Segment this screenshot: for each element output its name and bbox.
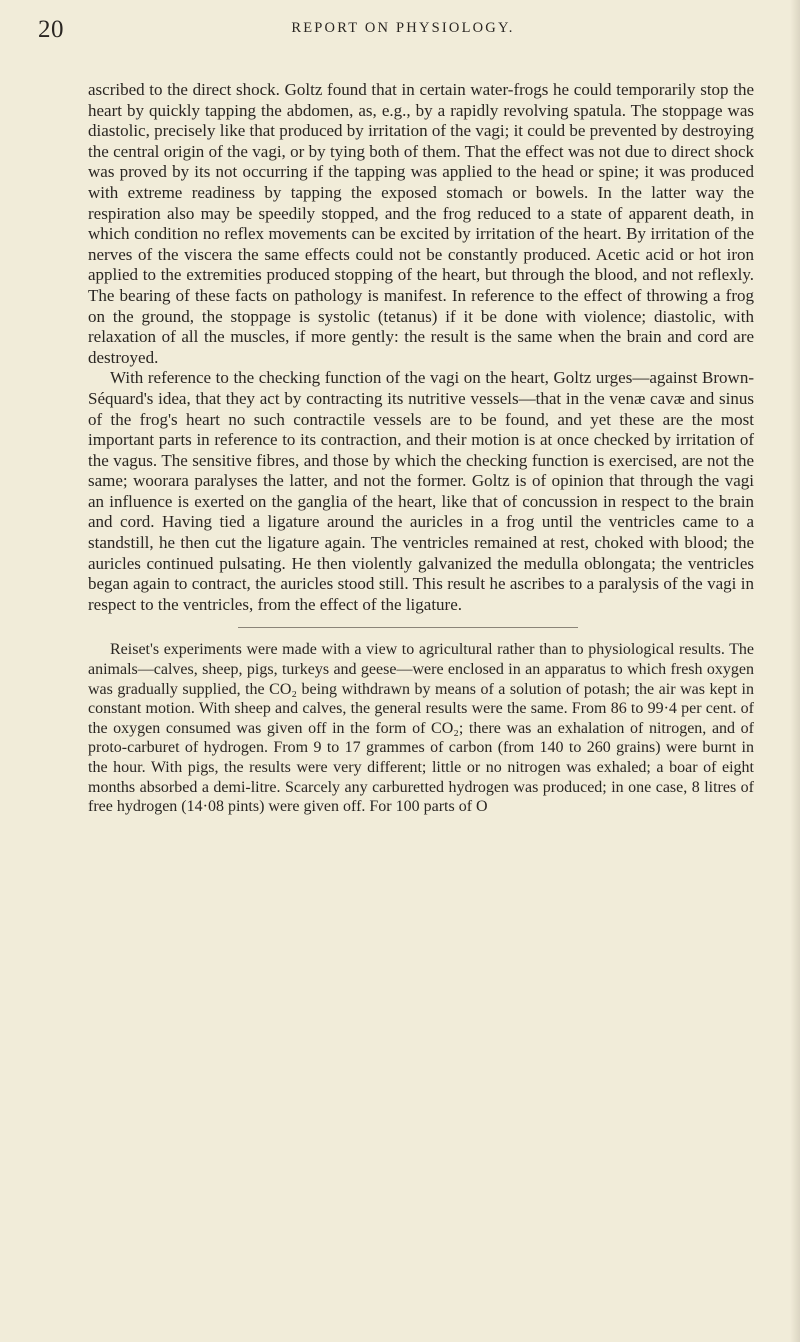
book-page (38, 12, 768, 1332)
paragraph-goltz-shock: ascribed to the direct shock. Goltz found that in certain water-frogs he could temporarily stop the heart by quickly tapping the abdomen, as, e.g., by a rapidly revolving spatula. The stoppage was diastolic, precisely like that produced by irritation of the vagi; it could be prevented by destroying the central origin of the vagi, or by tying both of them. That the effect was not due to direct shock was proved by its not occurring if the tapping was applied to the head or spine; it was produced with extreme readiness by tapping the exposed stomach or bowels. In the latter way the respiration also may be speedily stopped, and the frog reduced to a state of apparent death, in which condition no reflex movements can be excited by irritation of the heart. By irritation of the nerves of the viscera the same effects could not be constantly produced. Acetic acid or hot iron applied to the extremities produced stopping of the heart, but through the blood, and not reflexly. The bearing of these facts on pathology is manifest. In reference to the effect of throwing a frog on the ground, the stoppage is systolic (tetanus) if it be done with violence; diastolic, with relaxation of all the muscles, if more gently: the result is the same when the brain and cord are destroyed. (88, 80, 754, 367)
section-divider (238, 627, 578, 628)
page-number: 20 (38, 16, 64, 43)
paragraph-vagi-checking: With reference to the checking function of the vagi on the heart, Goltz urges—against Brown-Séquard's idea, that they act by contracting its nutritive vessels—that in the venæ cavæ and sinus of the frog's heart no such contractile vessels are to be found, and yet these are the most important parts in reference to its contraction, and their motion is at once checked by irritation of the vagus. The sensitive fibres, and those by which the checking function is exercised, are not the same; woorara paralyses the latter, and not the former. Goltz is of opinion that through the vagi an influence is exerted on the ganglia of the heart, like that of concussion in respect to the brain and cord. Having tied a ligature around the auricles in a frog until the ventricles came to a standstill, he then cut the ligature again. The ventricles remained at rest, choked with blood; the auricles continued pulsating. He then violently galvanized the medulla oblongata; the ventricles began again to contract, the auricles stood still. This result he ascribes to a paralysis of the vagi in respect to the ventricles, from the effect of the ligature. (88, 368, 754, 614)
running-title: REPORT ON PHYSIOLOGY. (291, 20, 515, 36)
paragraph-reiset-experiments: Reiset's experiments were made with a view to agricultural rather than to physiological results. The animals—calves, sheep, pigs, turkeys and geese—were enclosed in an apparatus to which fresh oxygen was gradually supplied, the CO₂ being withdrawn by means of a solution of potash; the air was kept in constant motion. With sheep and calves, the general results were the same. From 86 to 99·4 per cent. of the oxygen consumed was given off in the form of CO₂; there was an exhalation of nitrogen, and of proto-carburet of hydrogen. From 9 to 17 grammes of carbon (from 140 to 260 grains) were burnt in the hour. With pigs, the results were very different; little or no nitrogen was exhaled; a boar of eight months absorbed a demi-litre. Scarcely any carburetted hydrogen was produced; in one case, 8 litres of free hydrogen (14·08 pints) were given off. For 100 parts of O (88, 641, 754, 816)
page-edge-shadow (790, 0, 800, 1342)
running-head (38, 12, 768, 52)
body-text (88, 80, 754, 817)
